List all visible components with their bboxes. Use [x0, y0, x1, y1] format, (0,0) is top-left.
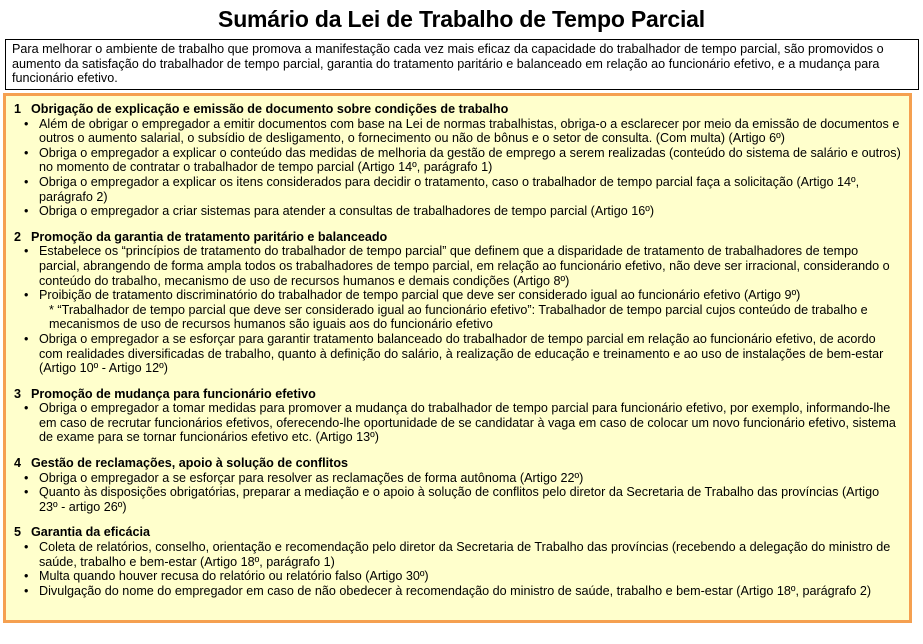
section-number: 5 [14, 525, 22, 540]
section-number: 2 [14, 229, 22, 244]
section-heading [14, 525, 901, 540]
list-item: • Obriga o empregador a explicar o conteúdo das medidas de melhoria da gestão de emprego a serem realizadas (conteúdo do sistema de salário e outros) no momento de contratar o trabalhador de tempo parcial (Artigo 14º, parágrafo 1) [39, 146, 901, 175]
section-2 [14, 230, 901, 376]
page-title: Sumário da Lei de Trabalho de Tempo Parcial [218, 6, 705, 32]
intro-box: Para melhorar o ambiente de trabalho que promova a manifestação cada vez mais eficaz da capacidade do trabalhador de tempo parcial, são promovidos o aumento da satisfação do trabalhador de tempo parcial, garantia do tratamento paritário e balanceado em relação ao funcionário efetivo, e a mudança para funcionário efetivo. [5, 39, 919, 90]
section-heading [14, 230, 901, 245]
section-items [14, 401, 901, 445]
list-item: • Obriga o empregador a se esforçar para resolver as reclamações de forma autônoma (Artigo 22º) [39, 471, 901, 486]
section-title: Obrigação de explicação e emissão de documento sobre condições de trabalho [31, 102, 509, 116]
section-number: 4 [14, 456, 22, 471]
list-item: • Coleta de relatórios, conselho, orientação e recomendação pelo diretor da Secretaria de Trabalho das províncias (recebendo a delegação do ministro de saúde, trabalho e bem-estar (Artigo 18º, parágrafo 1) [39, 540, 901, 569]
section-number: 1 [14, 102, 22, 116]
list-item: • Obriga o empregador a criar sistemas para atender a consultas de trabalhadores de tempo parcial (Artigo 16º) [39, 204, 901, 219]
list-item: • Obriga o empregador a se esforçar para garantir tratamento balanceado do trabalhador de tempo parcial em relação ao funcionário efetivo, de acordo com realidades diversificadas de trabalho, quanto à definição do salário, à realização de educação e treinamento e ao uso de instalações de bem-estar (Artigo 10º - Artigo 12º) [39, 332, 901, 376]
section-heading [14, 102, 901, 117]
section-4 [14, 456, 901, 514]
list-item: • Estabelece os “princípios de tratamento do trabalhador de tempo parcial” que definem que a disparidade de tratamento de trabalhadores de tempo parcial, abrangendo de forma ampla todos os trabalhadores de tempo parcial, em relação ao funcionário efetivo, não deve ser irracional, considerando o conteúdo do trabalho, mecanismo de uso de recursos humanos e demais condições (Artigo 8º) [39, 244, 901, 288]
section-title: Garantia da eficácia [31, 525, 151, 540]
list-item: • Proibição de tratamento discriminatório do trabalhador de tempo parcial que deve ser considerado igual ao funcionário efetivo (Artigo 9º) [39, 288, 901, 303]
section-title: Promoção da garantia de tratamento paritário e balanceado [31, 229, 388, 244]
section-title: Gestão de reclamações, apoio à solução de conflitos [31, 456, 349, 471]
section-heading [14, 456, 901, 471]
section-items [14, 471, 901, 515]
summary-panel [3, 93, 912, 623]
section-3 [14, 387, 901, 445]
list-item: • Quanto às disposições obrigatórias, preparar a mediação e o apoio à solução de conflitos pelo diretor da Secretaria de Trabalho das províncias (Artigo 23º - artigo 26º) [39, 485, 901, 514]
list-item: • Além de obrigar o empregador a emitir documentos com base na Lei de normas trabalhistas, obriga-o a esclarecer por meio da emissão de documentos e outros o aumento salarial, o subsídio de desligamento, o fornecimento ou não de bônus e o setor de consulta. (Com multa) (Artigo 6º) [39, 117, 901, 146]
section-number: 3 [14, 386, 22, 401]
footnote: * “Trabalhador de tempo parcial que deve ser considerado igual ao funcionário efetivo”: Trabalhador de tempo parcial cujos conteúdo de trabalho e mecanismos de uso de recursos humanos são iguais aos do funcionário efetivo [49, 302, 868, 332]
section-5 [14, 525, 901, 598]
section-1 [14, 102, 901, 219]
list-item: • Multa quando houver recusa do relatório ou relatório falso (Artigo 30º) [39, 569, 901, 584]
section-items [14, 540, 901, 598]
section-items [14, 117, 901, 219]
section-title: Promoção de mudança para funcionário efetivo [31, 386, 316, 401]
list-item: • Obriga o empregador a tomar medidas para promover a mudança do trabalhador de tempo parcial para funcionário efetivo, por exemplo, informando-lhe em caso de recrutar funcionários efetivos, oferecendo-lhe oportunidade de se candidatar à vaga em caso de colocar um novo funcionário efetivo, sistema de exame para se tornar funcionários efetivo etc. (Artigo 13º) [39, 401, 901, 445]
list-item: • Divulgação do nome do empregador em caso de não obedecer à recomendação do ministro de saúde, trabalho e bem-estar (Artigo 18º, parágrafo 2) [39, 584, 901, 599]
section-heading [14, 387, 901, 402]
section-items [14, 244, 901, 375]
list-item: • Obriga o empregador a explicar os itens considerados para decidir o tratamento, caso o trabalhador de tempo parcial faça a solicitação (Artigo 14º, parágrafo 2) [39, 175, 901, 204]
